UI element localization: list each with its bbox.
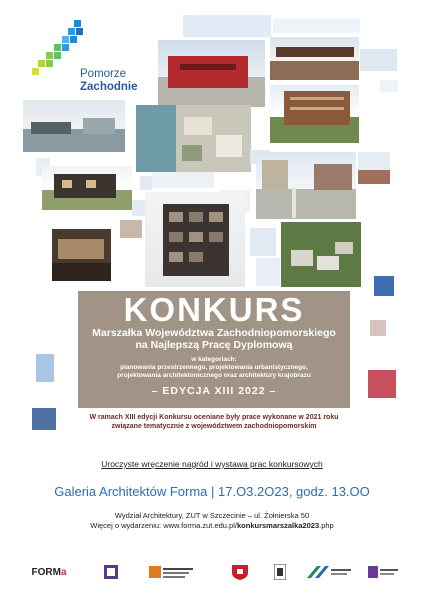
address-line: Wydział Architektury, ZUT w Szczecinie – ul. Żołnierska 50: [114, 511, 310, 520]
collage-tile: [120, 220, 142, 238]
voivodeship-crest-icon: [220, 562, 260, 582]
info-line-1: W ramach XIII edycji Konkursu oceniane były prace wykonane w 2021 roku: [89, 414, 339, 421]
collage-photo-waterfront: [23, 100, 125, 152]
categories-line-1: planowania przestrzennego, projektowania urbanistycznego,: [120, 364, 308, 371]
more-info-line: [0, 521, 424, 531]
konkurs-title: KONKURS: [123, 291, 305, 328]
pomorze-zachodnie-logo: [32, 20, 142, 100]
association-logo-icon: [306, 562, 352, 582]
more-info-suffix: .php: [319, 521, 334, 530]
collage-tile: [273, 19, 360, 33]
faculty-logo-icon: [366, 562, 400, 582]
regional-office-logo-icon: [148, 562, 194, 582]
categories-heading: w kategoriach:: [191, 356, 237, 363]
collage-photo-green-roofs: [281, 222, 361, 287]
collage-tile: [250, 228, 276, 256]
forma-logo: FORM a: [31, 566, 67, 578]
logo-line-2: Zachodnie: [80, 81, 138, 93]
ceremony-heading: Uroczyste wręczenie nagród i wystawa prac konkursowych: [101, 459, 323, 469]
more-info-prefix: Więcej o wydarzeniu: www.forma.zut.edu.pl/: [90, 521, 237, 530]
info-line-2: związane tematycznie z województwem zachodniopomorskim: [111, 423, 317, 430]
collage-tile: [152, 172, 214, 188]
edition-info: [78, 413, 350, 431]
collage-photo-red-building: [158, 40, 265, 107]
more-info-url-slug[interactable]: konkursmarszalka2023: [236, 521, 320, 530]
accent-square-pink: [370, 320, 386, 336]
university-crest-icon: [100, 562, 122, 582]
accent-square-lightblue: [36, 354, 54, 382]
accent-square-red: [368, 370, 396, 398]
konkurs-subtitle-2: na Najlepszą Pracę Dyplomową: [135, 339, 293, 351]
accent-square-blue: [374, 276, 394, 296]
collage-tile: [256, 258, 280, 286]
sponsor-logos-row: [20, 562, 410, 584]
collage-tile: [380, 80, 398, 92]
edition-label: – EDYCJA XIII 2022 –: [151, 385, 277, 397]
collage-photo-aerial-plan: [136, 105, 251, 172]
collage-photo-bridge: [270, 37, 359, 80]
collage-photo-townhouse: [42, 166, 132, 210]
collage-tile: [140, 176, 152, 190]
collage-photo-cube-building: [145, 192, 245, 287]
konkurs-banner: [78, 291, 350, 408]
collage-tile: [183, 15, 271, 37]
gallery-date-time: Galeria Architektów Forma | 17.O3.2O23, godz. 13.OO: [54, 484, 370, 499]
address-block: [0, 511, 424, 531]
collage-photo-small-building: [358, 152, 390, 184]
accent-square-navy: [32, 408, 56, 430]
chamber-logo-icon: [272, 562, 288, 582]
logo-line-1: Pomorze: [80, 68, 127, 80]
collage-photo-street-view: [256, 152, 356, 219]
collage-photo-modern-block: [270, 85, 359, 143]
collage-tile: [360, 49, 397, 71]
collage-photo-interior: [52, 229, 111, 281]
categories-line-2: projektowania architektonicznego oraz architektury krajobrazu: [117, 372, 311, 379]
konkurs-subtitle-1: Marszałka Województwa Zachodniopomorskiego: [92, 327, 336, 339]
